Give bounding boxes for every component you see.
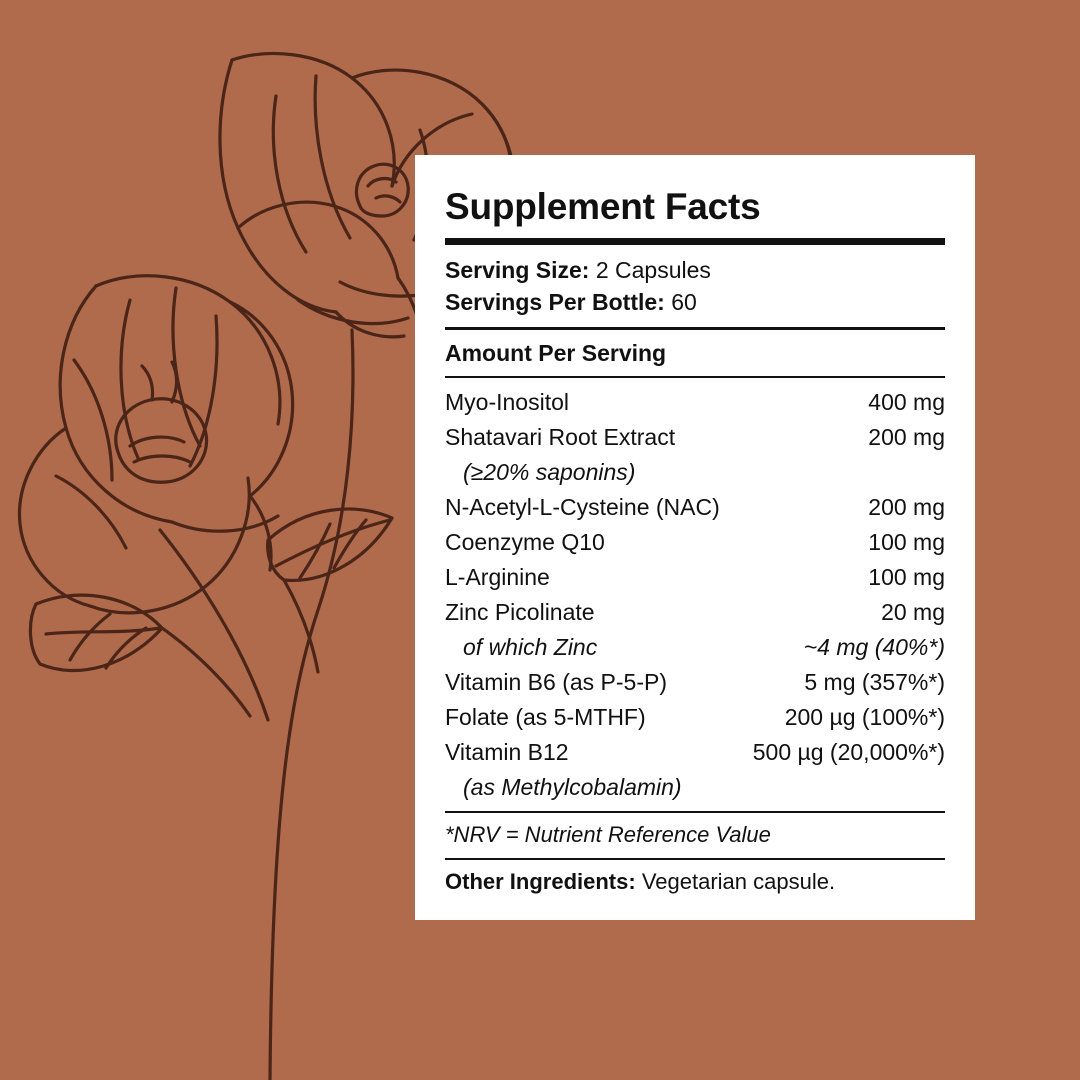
list-item bbox=[445, 385, 945, 420]
ingredient-name: of which Zinc bbox=[463, 633, 598, 660]
ingredient-name: Zinc Picolinate bbox=[445, 598, 595, 625]
servings-per-bottle-value: 60 bbox=[671, 289, 697, 316]
list-item bbox=[445, 700, 945, 735]
amount-per-serving-header: Amount Per Serving bbox=[445, 340, 667, 366]
list-item bbox=[445, 455, 945, 490]
ingredient-amount: 200 µg (100%*) bbox=[784, 703, 945, 730]
serving-size-label: Serving Size: bbox=[445, 256, 590, 283]
ingredient-name: (≥20% saponins) bbox=[463, 458, 636, 485]
divider-thin-top bbox=[445, 376, 945, 378]
list-item bbox=[445, 735, 945, 770]
list-item bbox=[445, 525, 945, 560]
page-title: Supplement Facts bbox=[445, 186, 761, 227]
list-item bbox=[445, 770, 945, 805]
other-ingredients-line bbox=[445, 867, 945, 898]
ingredient-amount: 100 mg bbox=[868, 528, 945, 555]
list-item bbox=[445, 490, 945, 525]
ingredient-amount: 200 mg bbox=[868, 424, 945, 450]
ingredient-name: Myo-Inositol bbox=[445, 389, 569, 416]
ingredient-amount: 500 µg (20,000%*) bbox=[752, 738, 945, 765]
other-ingredients-label: Other Ingredients: bbox=[445, 869, 636, 895]
other-ingredients-value: Vegetarian capsule. bbox=[641, 869, 836, 895]
ingredient-name: N-Acetyl-L-Cysteine (NAC) bbox=[445, 493, 720, 520]
divider-thin-bottom bbox=[445, 811, 945, 813]
serving-size-line bbox=[445, 254, 945, 287]
ingredient-name: Vitamin B6 (as P-5-P) bbox=[445, 668, 667, 695]
ingredient-amount: ~4 mg (40%*) bbox=[803, 633, 945, 660]
list-item bbox=[445, 595, 945, 630]
ingredient-name: (as Methylcobalamin) bbox=[463, 773, 682, 800]
ingredient-amount: 20 mg bbox=[881, 598, 945, 625]
nrv-footnote: *NRV = Nutrient Reference Value bbox=[445, 822, 771, 848]
ingredient-list bbox=[445, 385, 945, 804]
ingredient-name: L-Arginine bbox=[445, 563, 550, 590]
divider-medium-top bbox=[445, 327, 945, 330]
ingredient-amount: 200 mg bbox=[868, 493, 945, 520]
serving-size-value: 2 Capsules bbox=[595, 256, 711, 283]
ingredient-amount: 400 mg bbox=[868, 389, 945, 416]
ingredient-amount: 100 mg bbox=[868, 563, 945, 590]
ingredient-name: Shatavari Root Extract bbox=[445, 424, 676, 450]
list-item bbox=[445, 420, 945, 455]
list-item bbox=[445, 630, 945, 665]
ingredient-name: Folate (as 5-MTHF) bbox=[445, 703, 646, 730]
servings-per-bottle-label: Servings Per Bottle: bbox=[445, 289, 665, 316]
servings-per-bottle-line bbox=[445, 286, 945, 319]
ingredient-name: Coenzyme Q10 bbox=[445, 528, 605, 555]
ingredient-name: Vitamin B12 bbox=[445, 738, 569, 765]
divider-thick bbox=[445, 238, 945, 245]
list-item bbox=[445, 560, 945, 595]
divider-thin-footer bbox=[445, 858, 945, 860]
supplement-facts-panel bbox=[415, 155, 975, 920]
ingredient-amount: 5 mg (357%*) bbox=[804, 668, 945, 695]
list-item bbox=[445, 665, 945, 700]
